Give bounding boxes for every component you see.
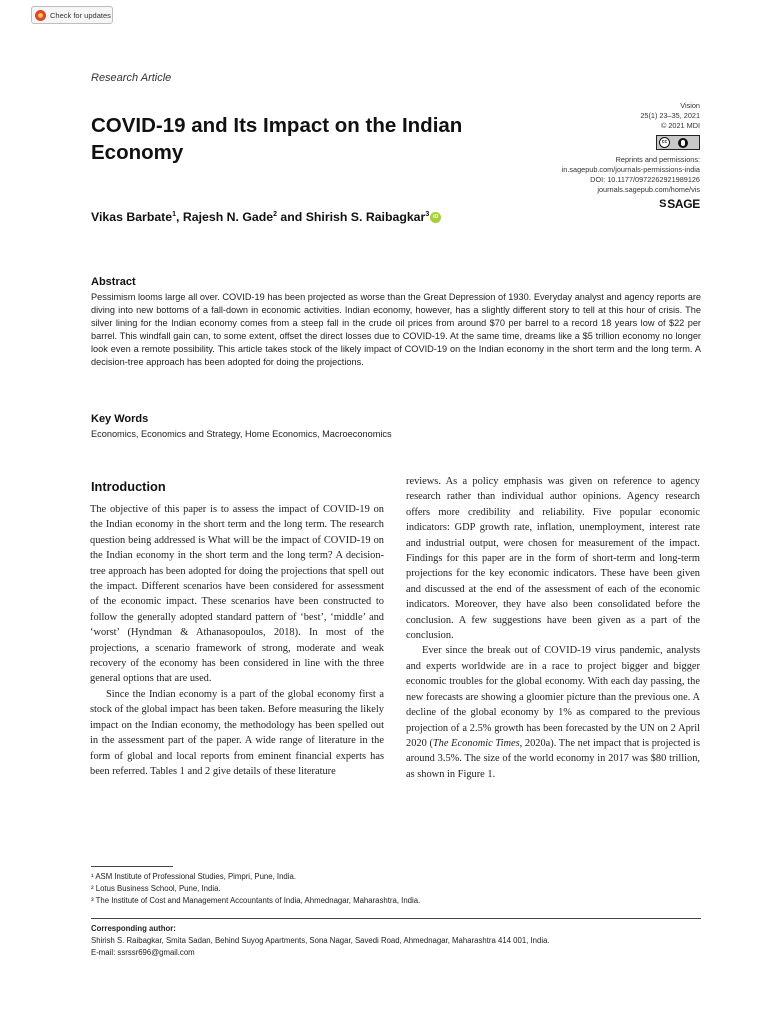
corresponding-email[interactable]: E-mail: ssrssr696@gmail.com bbox=[91, 948, 195, 958]
author-separator: and bbox=[277, 210, 306, 224]
body-paragraph bbox=[406, 643, 700, 782]
abstract-heading: Abstract bbox=[91, 276, 136, 288]
corresponding-heading: Corresponding author: bbox=[91, 924, 176, 933]
body-column-right bbox=[406, 474, 700, 782]
body-text: Ever since the break out of COVID-19 virus pandemic, analysts and experts worldwide are in a race to project bigger and bigger economic troubles for the global economy. With each day passing, the new forecasts are showing a gloomier picture than the previous one. A decline of the global economy by 1% as compared to the previous projection of a 2.5% growth has been forecasted by the UN on 2 April 2020 ( bbox=[406, 645, 700, 749]
check-for-updates-badge[interactable] bbox=[31, 6, 113, 24]
abstract-text: Pessimism looms large all over. COVID-19 has been projected as worse than the Great Depression of 1930. Everyday analyst and agency reports are diving into new bottoms of a fall-down in economic activities. Indian economy, however, has a slightly different story to tell at this hour of crisis. The silver lining for the Indian economy comes from a steep fall in the crude oil prices from around $70 per barrel to a record 18 years low of $22 per barrel. This windfall gain can, to some extent, offset the direct losses due to COVID-19. At the same time, dreams like a $5 trillion economy no longer look even a remote possibility. This article takes stock of the likely impact of COVID-19 on the Indian economy in the short term and the long term. A decision-tree approach has been adopted for doing the projections. bbox=[91, 292, 701, 368]
body-paragraph: Since the Indian economy is a part of the global economy first a stock of the global impact has been taken. Before measuring the likely impact on the Indian economy, the methodology has been spelled out in the assessment part of the paper. A wide range of literature in the form of global and local reports from eminent financial experts has been referred. Tables 1 and 2 give details of these literature bbox=[90, 688, 384, 777]
sage-logo-mark-icon: S bbox=[659, 198, 667, 210]
corresponding-divider bbox=[91, 918, 701, 919]
check-for-updates-icon bbox=[35, 10, 46, 21]
sage-logo bbox=[480, 199, 700, 209]
author-name: Shirish S. Raibagkar bbox=[305, 210, 426, 224]
cc-circle-icon: cc bbox=[659, 137, 670, 148]
article-type: Research Article bbox=[91, 72, 172, 84]
author-affiliation-marker: 2 bbox=[273, 210, 277, 218]
cc-by-attribution-icon bbox=[678, 138, 688, 148]
affiliation-footnotes bbox=[91, 871, 701, 908]
author-separator: , bbox=[176, 210, 183, 224]
doi-link[interactable]: DOI: 10.1177/0972262921989126 bbox=[590, 175, 700, 184]
author-name: Rajesh N. Gade bbox=[182, 210, 274, 224]
permissions-link[interactable]: in.sagepub.com/journals-permissions-india bbox=[561, 165, 700, 174]
citation-source: The Economic Times bbox=[432, 737, 520, 749]
orcid-icon[interactable]: iD bbox=[430, 212, 441, 223]
author-name: Vikas Barbate bbox=[91, 210, 173, 224]
journal-citation: 25(1) 23–35, 2021 bbox=[640, 111, 700, 120]
footnote-item: ² Lotus Business School, Pune, India. bbox=[91, 884, 221, 894]
journal-home-link[interactable]: journals.sagepub.com/home/vis bbox=[597, 185, 700, 194]
author-affiliation-marker: 3 bbox=[425, 210, 430, 218]
footnote-item: ³ The Institute of Cost and Management Accountants of India, Ahmednagar, Maharashtra, India. bbox=[91, 896, 421, 906]
corresponding-address: Shirish S. Raibagkar, Smita Sadan, Behind Suyog Apartments, Sona Nagar, Savedi Road, Ahmednagar, Maharashtra 414 001, India. bbox=[91, 936, 550, 946]
keywords-text: Economics, Economics and Strategy, Home Economics, Macroeconomics bbox=[91, 429, 392, 439]
introduction-heading: Introduction bbox=[91, 479, 166, 494]
body-text: , 2020a). The net impact that is projected is around 3.5%. The size of the world economy in 2017 was $80 trillion, as shown in Figure 1. bbox=[406, 737, 700, 780]
body-paragraph: The objective of this paper is to assess the impact of COVID-19 on the Indian economy in the short term and the long term. The research question being addressed is What will be the impact of COVID-19 on the Indian economy in the short term and the long term? A decision-tree approach has been adopted for doing the projections that spell out the impact. Different scenarios have been considered for assessment of the economic impact. These scenarios have been constructed to follow the generally adopted standard pattern of ‘best’, ‘middle’ and ‘worst’ (Hyndman & Athanasopoulos, 2018). In most of the projections, a scenario framework of strong, moderate and weak recovery of the economy has been considered in line with the three general options that are used. bbox=[90, 504, 384, 685]
journal-copyright: © 2021 MDI bbox=[660, 121, 700, 130]
reprints-label: Reprints and permissions: bbox=[615, 155, 700, 164]
footnote-item: ¹ ASM Institute of Professional Studies, Pimpri, Pune, India. bbox=[91, 872, 296, 881]
author-list bbox=[91, 210, 441, 224]
footnote-divider bbox=[91, 866, 173, 867]
article-title: COVID-19 and Its Impact on the Indian Economy bbox=[91, 114, 463, 164]
body-column-left bbox=[90, 502, 384, 779]
cc-license-icon[interactable] bbox=[656, 135, 700, 150]
sage-logo-text: SAGE bbox=[667, 197, 700, 211]
corresponding-author-block bbox=[91, 923, 701, 960]
check-for-updates-label: Check for updates bbox=[50, 10, 111, 20]
body-paragraph: reviews. As a policy emphasis was given on reference to agency research rather than individual author opinions. Agency research offers more credibility and reliability. Five popular economic indicators: GDP growth rate, inflation, unemployment, interest rate and industrial output, were chosen for measurement of the impact. Findings for this paper are in the form of short-term and long-term projections for the key economic indicators. These have been given and discussed at the end of the assessment of each of the economic indicators. Moreover, they have also been consolidated before the conclusion. A few suggestions have been given as a part of the conclusion. bbox=[406, 476, 700, 642]
journal-name: Vision bbox=[680, 101, 700, 110]
author-affiliation-marker: 1 bbox=[172, 210, 177, 218]
keywords-heading: Key Words bbox=[91, 413, 149, 425]
journal-metadata bbox=[480, 101, 700, 209]
